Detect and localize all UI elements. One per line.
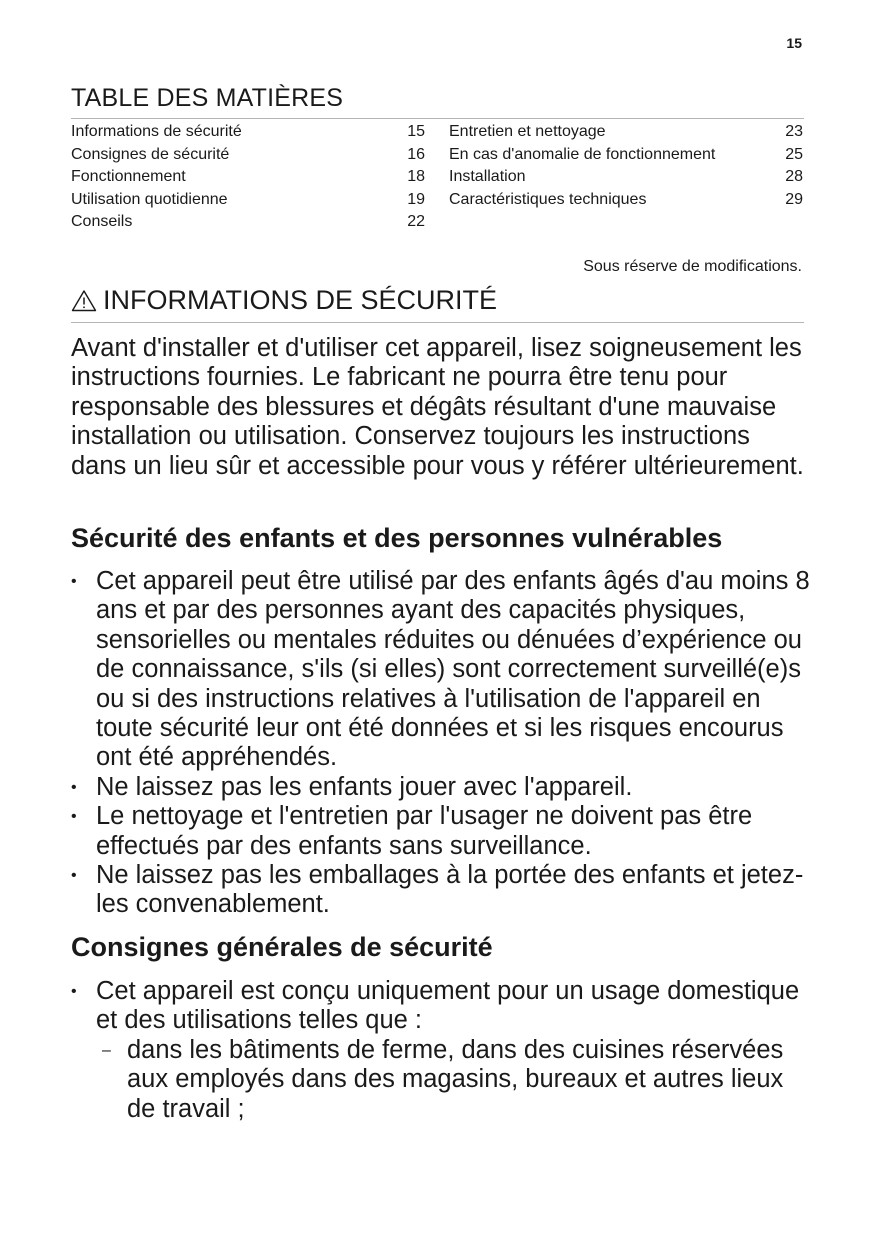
section-divider: [71, 322, 804, 323]
toc-entry: [449, 121, 803, 144]
warning-triangle-icon: [71, 289, 97, 312]
toc-entry: [71, 189, 425, 212]
toc-entry-page: 22: [407, 213, 425, 231]
list-item-text: Ne laissez pas les emballages à la portée des enfants et jetez-les convenablement.: [96, 861, 804, 919]
toc-entry-label: Utilisation quotidienne: [71, 190, 228, 208]
toc-entry: [71, 211, 425, 234]
page-number: 15: [786, 35, 802, 51]
bullet: •: [71, 573, 77, 590]
toc-entry: [71, 121, 425, 144]
intro-paragraph: Avant d'installer et d'utiliser cet appareil, lisez soigneusement les instructions fournies. Le fabricant ne pourra être tenu pour responsable des blessures et dégâts résultant d'une mauvaise installation ou utilisation. Conservez toujours les instructions dans un lieu sûr et accessible pour vous y référer ultérieurement.: [71, 334, 804, 480]
toc-divider: [71, 118, 804, 119]
bullet: •: [71, 867, 77, 885]
toc-entry-label: Informations de sécurité: [71, 123, 242, 140]
sub-list: [96, 1036, 811, 1124]
section-title: [71, 285, 497, 316]
toc-entry-page: 23: [785, 123, 803, 140]
sub-list-item: [96, 1036, 811, 1124]
toc-entry-label: Fonctionnement: [71, 168, 186, 186]
general-safety-heading: Consignes générales de sécurité: [71, 932, 493, 962]
list-item: [71, 977, 811, 1124]
list-item-text: Cet appareil peut être utilisé par des enfants âgés d'au moins 8 ans et par des personnes ayant des capacités physiques, sensorielles ou mentales réduites ou dénuées d’expérience ou de connaissance, s'ils (si elles) sont correctement surveillé(e)s ou si des instructions relatives à l'utilisation de l'appareil en toute sécurité leur ont été données et si les risques encourus ont été appréhendés.: [96, 567, 810, 772]
list-item-text: Cet appareil est conçu uniquement pour un usage domestique et des utilisations telles que :: [96, 977, 800, 1035]
list-item: [71, 861, 811, 920]
children-safety-list: [71, 567, 811, 920]
toc-entry: [71, 144, 425, 167]
list-item-text: Le nettoyage et l'entretien par l'usager ne doivent pas être effectués par des enfants sans surveillance.: [96, 802, 753, 860]
bullet: •: [71, 983, 77, 1000]
toc-entry: [449, 144, 803, 167]
bullet: •: [71, 808, 77, 826]
list-item: [71, 567, 811, 773]
general-safety-list: [71, 977, 811, 1124]
list-item: [71, 773, 811, 802]
toc-left-column: [71, 121, 425, 234]
toc-entry-label: Entretien et nettoyage: [449, 123, 606, 140]
toc-entry-page: 25: [785, 145, 803, 163]
toc-entry-label: Installation: [449, 168, 526, 186]
toc-entry-page: 19: [407, 190, 425, 208]
toc-entry-label: Conseils: [71, 213, 133, 231]
toc-entry-label: Caractéristiques techniques: [449, 190, 647, 208]
toc-entry-page: 28: [785, 168, 803, 186]
disclaimer: Sous réserve de modifications.: [583, 258, 802, 275]
toc-entry-page: 15: [407, 123, 425, 140]
children-safety-heading: Sécurité des enfants et des personnes vulnérables: [71, 523, 723, 553]
dash: –: [102, 1041, 111, 1059]
sub-list-item-text: dans les bâtiments de ferme, dans des cuisines réservées aux employés dans des magasins, bureaux et autres lieux de travail ;: [127, 1035, 784, 1123]
toc-entry: [449, 189, 803, 212]
section-title-text: INFORMATIONS DE SÉCURITÉ: [103, 285, 498, 315]
list-item: [71, 802, 811, 861]
toc-right-column: [449, 121, 803, 211]
list-item-text: Ne laissez pas les enfants jouer avec l'appareil.: [96, 772, 633, 801]
toc-entry: [449, 166, 803, 189]
toc-entry-label: En cas d'anomalie de fonctionnement: [449, 145, 716, 163]
bullet: •: [71, 778, 77, 796]
toc-entry: [71, 166, 425, 189]
toc-entry-page: 16: [407, 145, 425, 163]
toc-entry-page: 29: [785, 190, 803, 208]
toc-title: TABLE DES MATIÈRES: [71, 84, 344, 112]
toc-entry-label: Consignes de sécurité: [71, 145, 230, 163]
toc-entry-page: 18: [407, 168, 425, 186]
